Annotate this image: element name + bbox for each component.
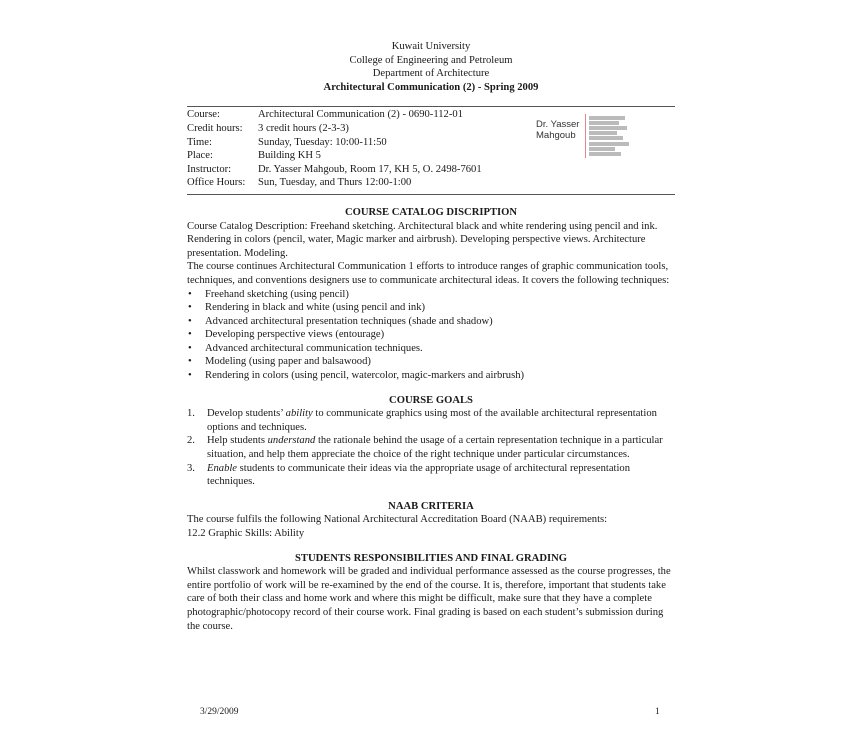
info-value: Sunday, Tuesday: 10:00-11:50 [258,136,387,148]
signature-stamp-icon [585,114,636,158]
document-header [187,40,675,94]
catalog-description: Course Catalog Description: Freehand sketching. Architectural black and white rendering using pencil and ink. Rendering in colors (pencil, water, Magic marker and airbrush). Developing perspective views. Architecture presentation. Modeling. [187,220,658,259]
list-item [187,369,675,383]
info-label: Time: [187,136,212,148]
course-info [187,108,675,190]
goal-text: to communicate graphics using most of the available architectural representation options and techniques. [207,408,657,433]
goals-section-title: COURSE GOALS [389,394,473,406]
bullet-icon: • [188,288,192,300]
goal-emphasis: ability [285,408,313,420]
footer-date: 3/29/2009 [200,707,239,717]
technique-text: Rendering in colors (using pencil, watercolor, magic-markers and airbrush) [205,370,525,382]
goal-text: the rationale behind the usage of a certain representation technique in a particular situation, and help them appreciate the choice of the right technique under particular circumstances. [207,435,663,461]
grading-text: Whilst classwork and homework will be graded and individual performance assessed as the course progresses, the entire portfolio of work will be re-examined by the end of the course. It is, therefore, important that students take care of both their class and home work and where this might be difficult, make sure that they have a complete photographic/photocopy record of their course work. Final grading is based on each student’s submission during the course. [187,566,671,632]
grading-section-title: STUDENTS RESPONSIBILITIES AND FINAL GRADING [295,552,567,564]
bullet-icon: • [188,315,192,327]
info-row-office-hours [187,176,675,190]
naab-section-title: NAAB CRITERIA [388,500,474,512]
technique-text: Advanced architectural communication techniques. [205,342,423,354]
bullet-icon: • [188,370,192,382]
info-value: 3 credit hours (2-3-3) [258,122,349,134]
technique-text: Modeling (using paper and balsawood) [205,356,371,368]
info-value: Sun, Tuesday, and Thurs 12:00-1:00 [258,177,412,189]
university-name: Kuwait University [391,41,471,52]
info-label: Instructor: [187,163,232,175]
header-rule [187,106,675,107]
naab-text: The course fulfils the following National Architectural Accreditation Board (NAAB) requirements: [187,514,608,526]
info-row-instructor [187,163,675,177]
technique-text: Rendering in black and white (using pencil and ink) [205,302,426,314]
info-value: Dr. Yasser Mahgoub, Room 17, KH 5, O. 2498-7601 [258,163,482,175]
info-label: Credit hours: [187,122,243,134]
list-item [187,462,675,489]
bullet-icon: • [188,329,192,341]
technique-text: Freehand sketching (using pencil) [205,288,349,300]
catalog-continuation: The course continues Architectural Communication 1 efforts to introduce ranges of graphic communication tools, techniques, and conventions designers use to communicate architectural ideas. It covers the following techniques: [187,261,670,286]
page-number: 1 [655,707,660,717]
info-rule [187,194,675,195]
list-item [187,315,675,329]
goal-number: 3. [187,462,195,474]
info-value: Architectural Communication (2) - 0690-112-01 [258,109,463,121]
list-item [187,328,675,342]
list-item [187,301,675,315]
bullet-icon: • [188,356,192,368]
signature-line-1: Dr. Yasser [536,119,580,131]
list-item [187,288,675,302]
list-item [187,434,675,461]
naab-criterion: 12.2 Graphic Skills: Ability [187,528,305,539]
bullet-icon: • [188,342,192,354]
goal-text: Help students [207,435,268,447]
goal-text: Develop students’ [207,408,286,420]
goal-number: 2. [187,435,195,447]
college-name: College of Engineering and Petroleum [349,54,513,66]
course-title: Architectural Communication (2) - Spring 2009 [323,81,539,93]
bullet-icon: • [188,302,192,314]
list-item [187,407,675,434]
goals-list [187,407,675,489]
signature-name [536,119,579,141]
catalog-section-title: COURSE CATALOG DISCRIPTION [344,206,518,218]
document-content [187,40,675,633]
technique-text: Developing perspective views (entourage) [205,329,385,341]
techniques-list [187,288,675,383]
signature-line-2: Mahgoub [536,130,576,142]
goal-text: students to communicate their ideas via the appropriate usage of architectural representation techniques. [207,462,631,488]
technique-text: Advanced architectural presentation techniques (shade and shadow) [205,315,493,327]
info-label: Place: [187,150,213,162]
department-name: Department of Architecture [372,68,490,80]
info-label: Course: [187,109,220,121]
info-value: Building KH 5 [258,150,321,162]
goal-emphasis: Enable [207,462,238,474]
goal-number: 1. [187,408,195,420]
digital-signature [536,116,631,156]
info-label: Office Hours: [187,177,246,189]
list-item [187,342,675,356]
goal-emphasis: understand [267,435,316,447]
list-item [187,355,675,369]
